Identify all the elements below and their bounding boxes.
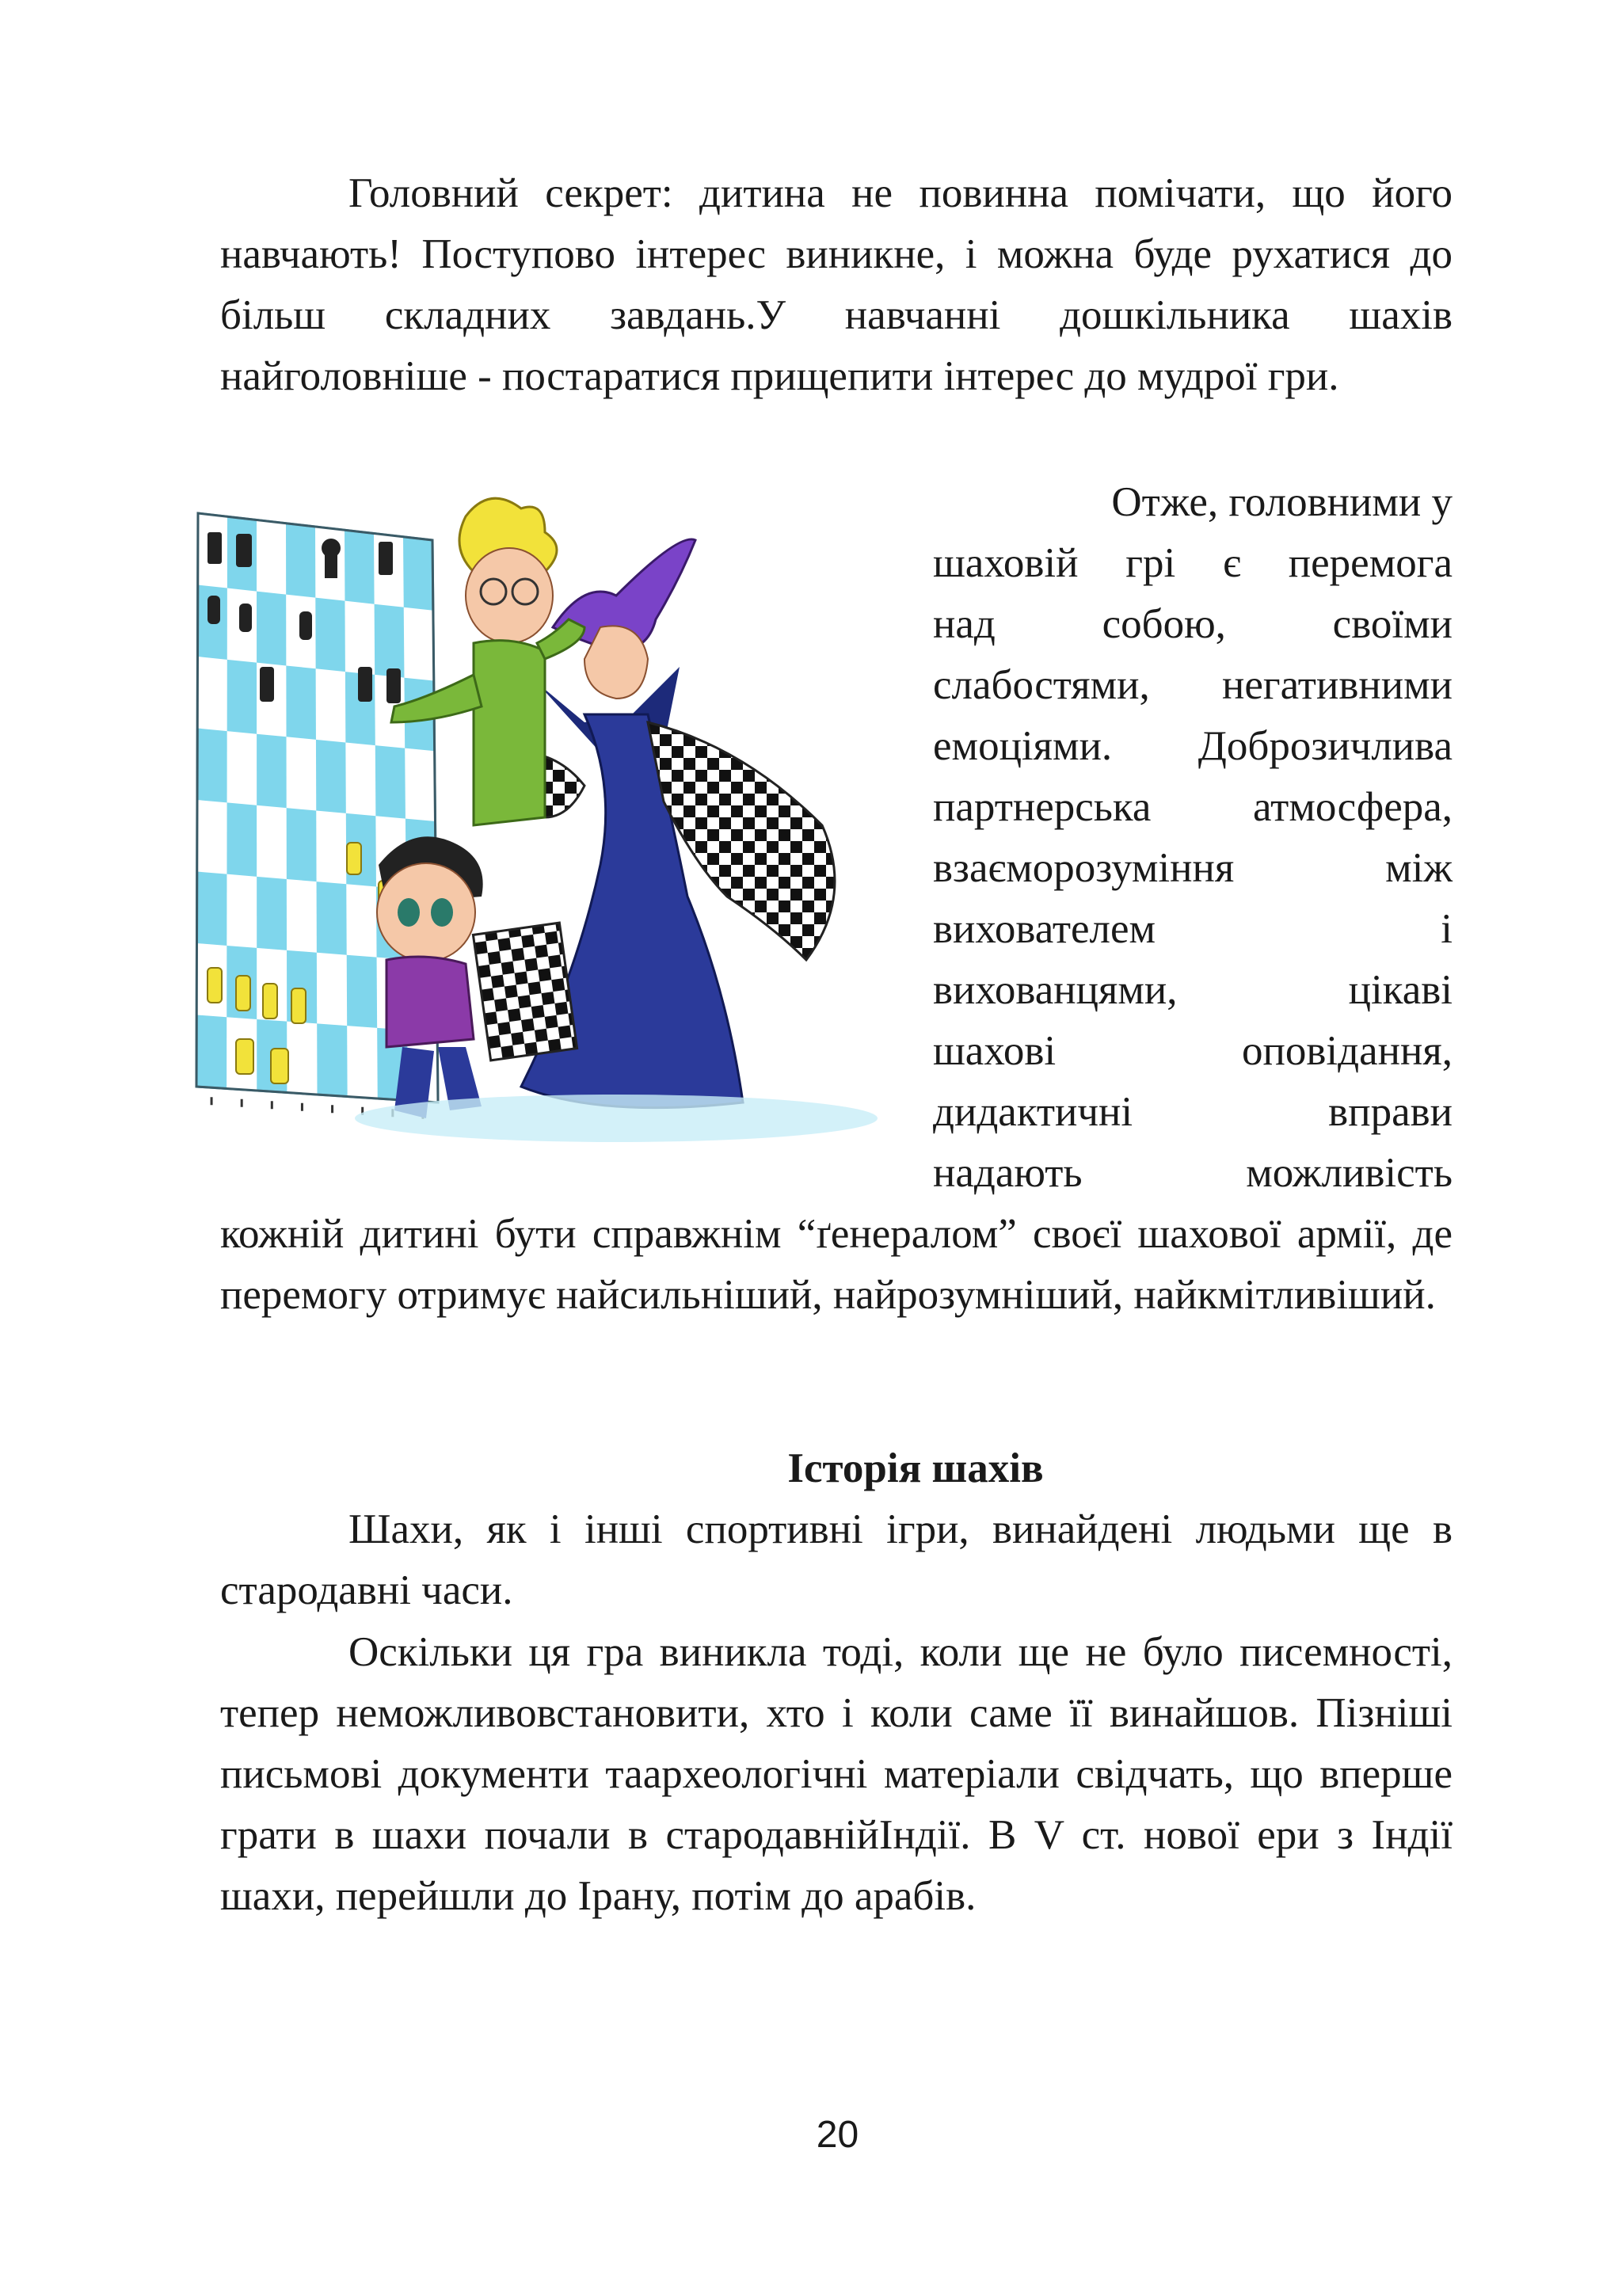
board-square [345,601,375,675]
wrapped-line: шахові оповідання, [933,1028,1453,1074]
board-square [227,874,257,948]
wrapped-line: Отже, головними у [1111,479,1453,525]
board-square [257,805,287,879]
paragraph-history-2: Оскільки ця гра виникла тоді, коли ще не було писемності, тепер неможливовстановити, хто і коли саме її винайшов. Пізніші письмові документи таархеологічні матеріали свідчать, що вперше грати в шахи почали в стародавнійІндії. В V ст. нової ери з Індії шахи, перейшли до Ірану, потім до арабів. [220,1629,1453,1919]
board-square [287,1022,317,1095]
board-square [257,520,286,595]
board-square [345,742,375,816]
board-square [404,607,434,681]
wrapped-line: взаєморозуміння між [933,845,1453,891]
board-square [347,1026,378,1099]
board-square [197,657,227,731]
chess-teaching-illustration [173,485,893,1158]
board-square [287,879,317,953]
board-square [287,737,317,810]
wrapped-line: емоціями. Доброзичлива [933,723,1453,769]
wrapped-text-column [933,472,1453,1204]
wrapped-line: дидактичні вправи [933,1089,1453,1135]
board-square [317,953,347,1026]
board-square [405,748,435,821]
board-square [316,668,346,742]
board-square [346,884,376,957]
paragraph-history-1: Шахи, як і інші спортивні ігри, винайдені людьми ще в стародавні часи. [220,1506,1453,1613]
wrapped-line: вихователем і [933,906,1453,952]
section-heading: Історія шахів [787,1445,1044,1491]
paragraph-intro: Головний секрет: дитина не повинна помічати, що його навчають! Поступово інтерес виникне, і можна буде рухатися до більш складних завдань.У навчанні дошкільника шахів найголовніше - постаратися прищепити інтерес до мудрої гри. [220,170,1453,399]
wrapped-line: партнерська атмосфера, [933,784,1453,830]
wrapped-line: над собою, своїми [933,601,1453,647]
wrapped-line: вихованцями, цікаві [933,967,1453,1013]
board-square [316,811,346,885]
wrapped-line: слабостями, негативними [933,662,1453,708]
board-square [197,800,227,874]
wrapped-line: шаховій грі є перемога [933,540,1453,586]
page-number: 20 [816,2114,859,2156]
paragraph-continuation: кожній дитині бути справжнім “ґенералом” своєї шахової армії, де перемогу отримує найсильніший, найрозумніший, найкмітливіший. [220,1211,1453,1318]
wrapped-line: надають можливість [933,1150,1453,1196]
board-square [227,731,257,805]
